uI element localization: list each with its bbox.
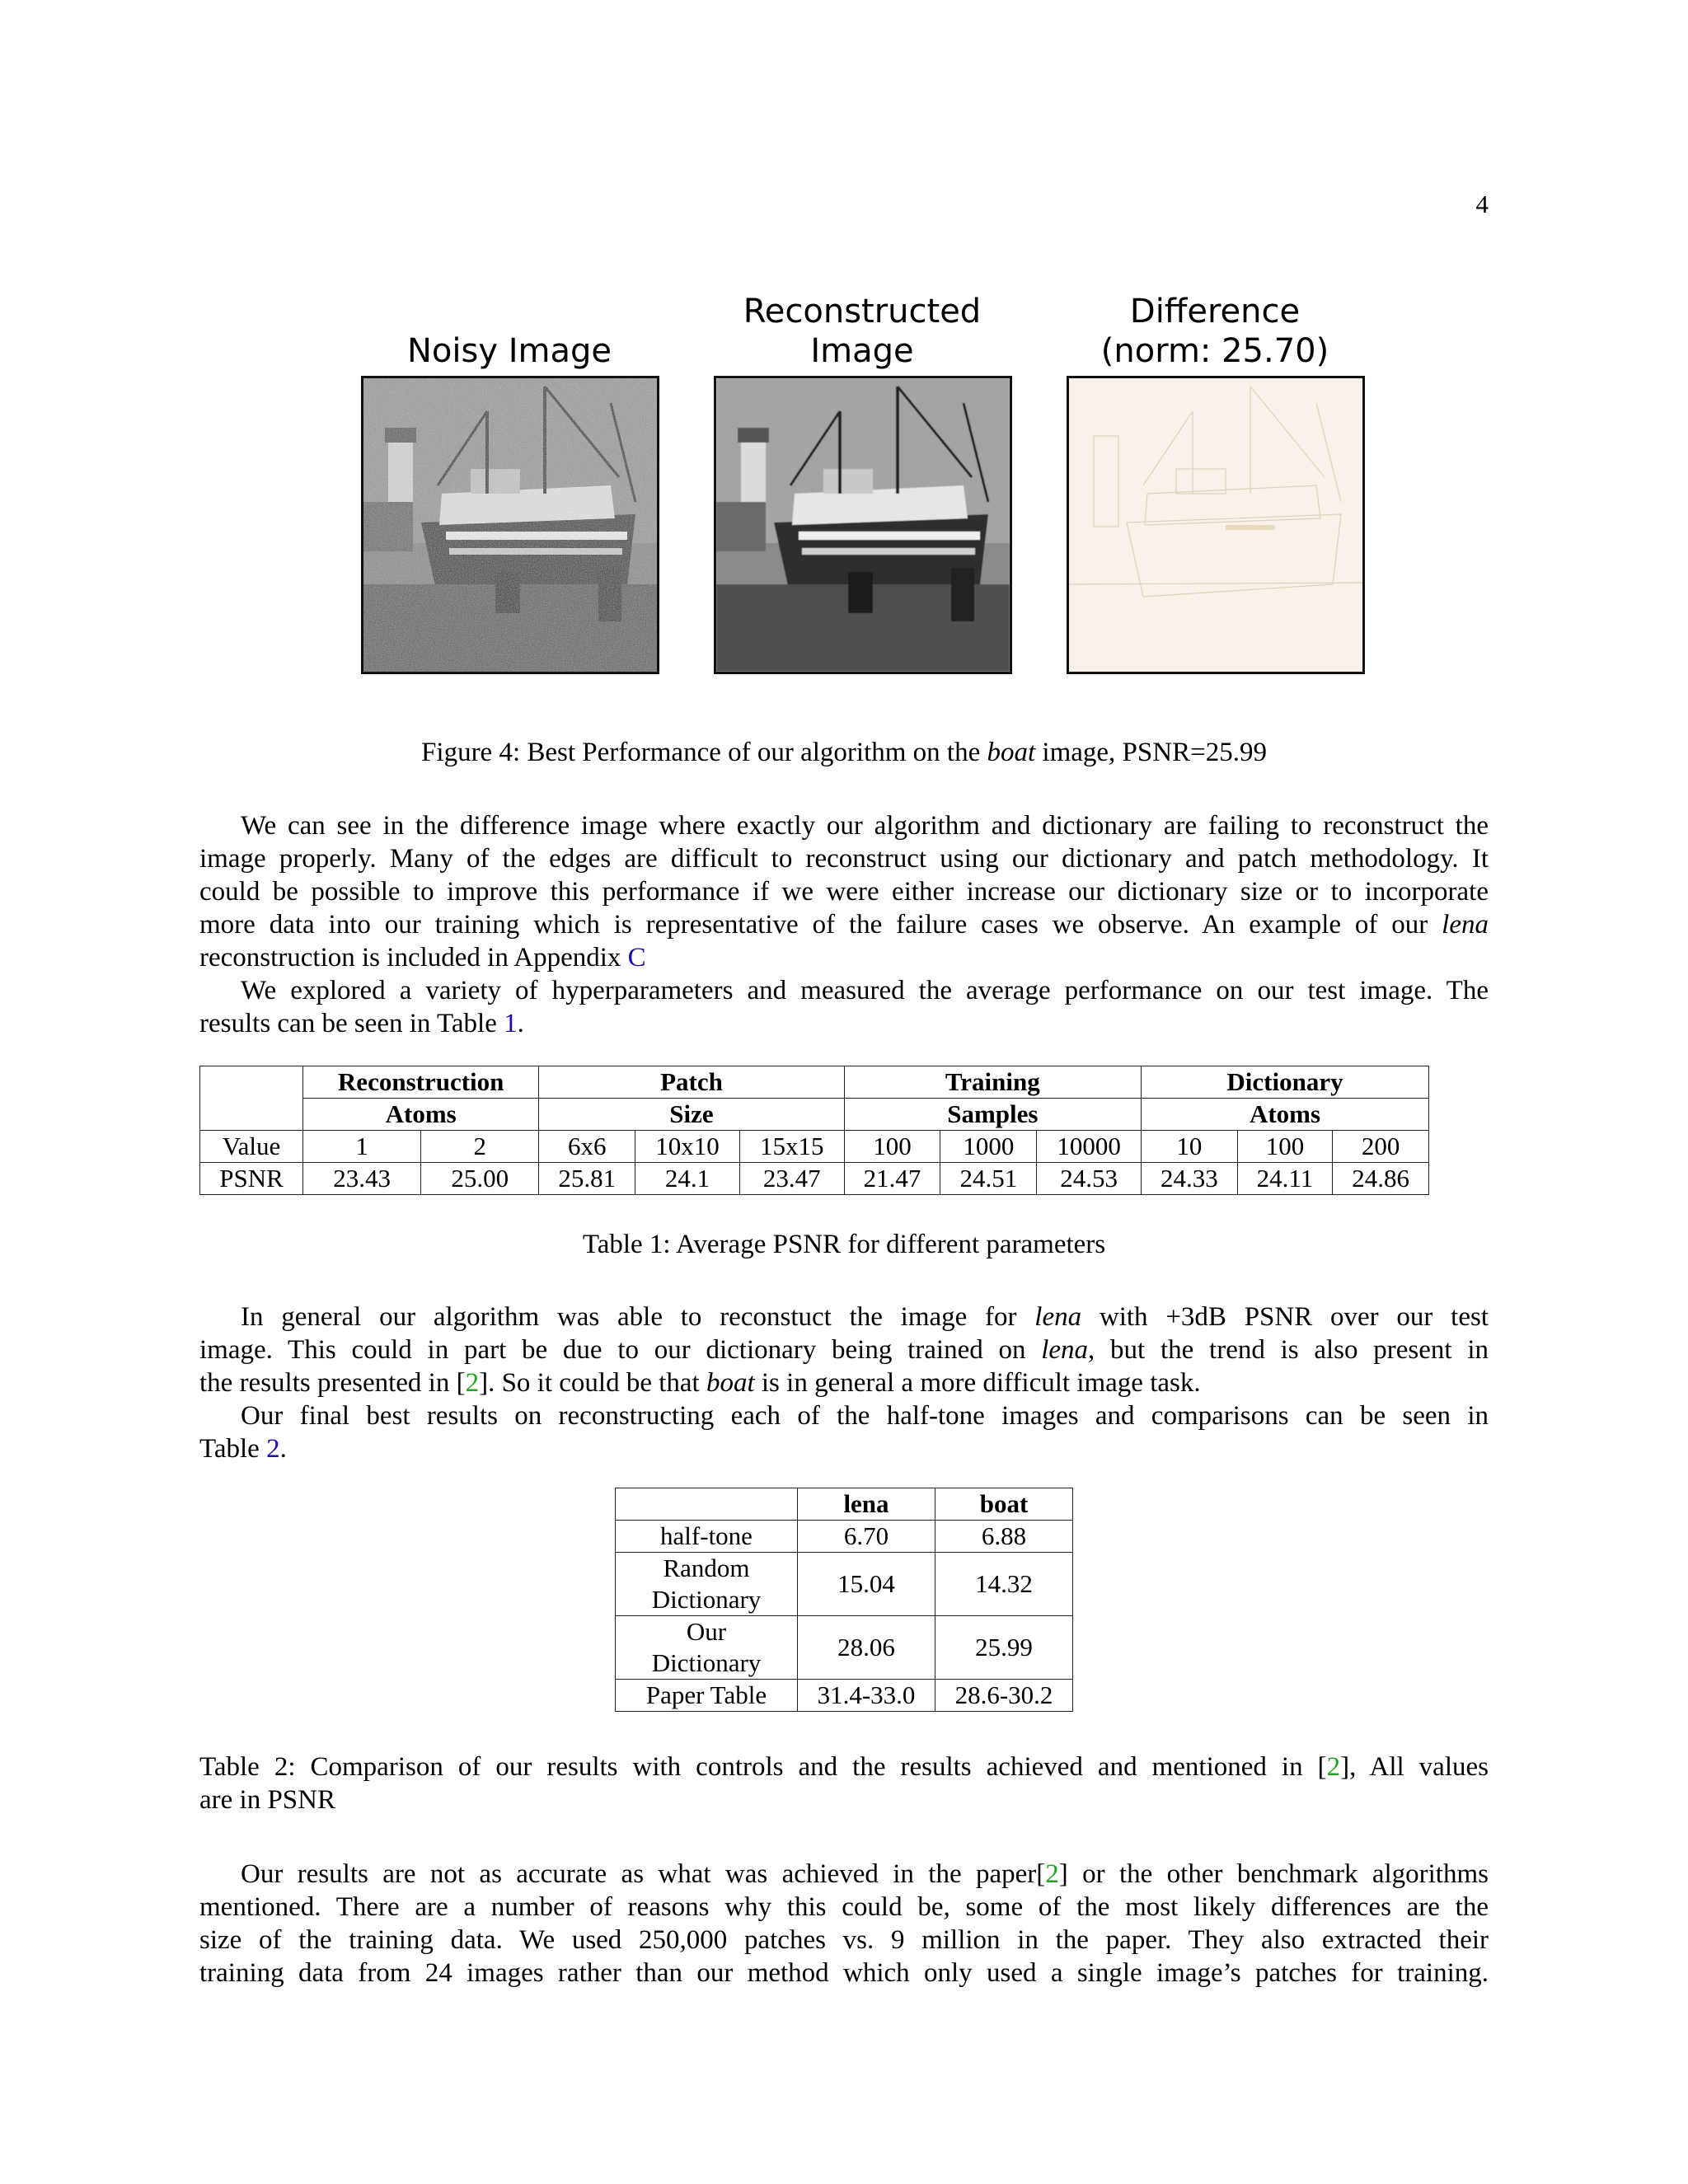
- table-cell: 24.51: [940, 1163, 1037, 1195]
- table-row: [200, 1066, 1429, 1099]
- page-number: 4: [1475, 190, 1489, 218]
- noisy-image: [361, 376, 659, 674]
- table-2-link[interactable]: 2: [266, 1434, 280, 1464]
- table-row: [200, 1131, 1429, 1163]
- table-cell: 200: [1333, 1131, 1429, 1163]
- difference-image: [1067, 376, 1365, 674]
- reconstructed-image: [714, 376, 1012, 674]
- table-row: [616, 1616, 1073, 1680]
- table-header: Dictionary: [1142, 1066, 1429, 1099]
- row-label: Paper Table: [616, 1680, 798, 1712]
- table-cell: 6.70: [798, 1521, 935, 1553]
- table-cell: 31.4-33.0: [798, 1680, 935, 1712]
- table-row: [616, 1488, 1073, 1521]
- table-1-caption: Table 1: Average PSNR for different parameters: [582, 1230, 1106, 1259]
- table-header: Reconstruction: [303, 1066, 539, 1099]
- table-cell: 10x10: [635, 1131, 740, 1163]
- table-cell: 100: [844, 1131, 940, 1163]
- panel-title: Noisy Image: [406, 332, 612, 370]
- table-cell: 14.32: [935, 1553, 1073, 1616]
- table-cell: 15x15: [739, 1131, 844, 1163]
- paragraph: We explored a variety of hyperparameters and measured the average performance on our test image. The results can be seen in Table 1.: [199, 976, 1489, 1038]
- table-cell: 2: [421, 1131, 539, 1163]
- citation-link[interactable]: 2: [465, 1368, 480, 1398]
- row-label: Value: [200, 1131, 303, 1163]
- table-cell: 6.88: [935, 1521, 1073, 1553]
- table-cell: 10000: [1037, 1131, 1142, 1163]
- table-header: Training: [844, 1066, 1141, 1099]
- table-1-link[interactable]: 1: [504, 1009, 518, 1038]
- paragraph: Our results are not as accurate as what was achieved in the paper[2] or the other benchmark algorithms mentioned. There are a number of reasons why this could be, some of the most likely differences are the size of the training data. We used 250,000 patches vs. 9 million in the paper. They also extracted their training data from 24 images rather than our method which only used a single image’s patches for training.: [199, 1859, 1489, 1988]
- table-header: boat: [935, 1488, 1073, 1521]
- table-cell: 15.04: [798, 1553, 935, 1616]
- table-cell: 25.81: [539, 1163, 635, 1195]
- table-header: Samples: [844, 1099, 1141, 1131]
- table-cell: 6x6: [539, 1131, 635, 1163]
- citation-link[interactable]: 2: [1326, 1752, 1341, 1782]
- table-header: Atoms: [1142, 1099, 1429, 1131]
- panel-title: Difference (norm: 25.70): [1100, 293, 1329, 370]
- table-2: [615, 1488, 1073, 1712]
- row-label: Random Dictionary: [616, 1553, 798, 1616]
- table-cell: 28.6-30.2: [935, 1680, 1073, 1712]
- figure-4: [354, 288, 1376, 676]
- table-cell: 1: [303, 1131, 421, 1163]
- table-row: [200, 1163, 1429, 1195]
- table-cell: 28.06: [798, 1616, 935, 1680]
- panel-title: Reconstructed Image: [743, 293, 982, 370]
- row-label: Our Dictionary: [616, 1616, 798, 1680]
- paragraph: In general our algorithm was able to reconstuct the image for lena with +3dB PSNR over our test image. This could in part be due to our dictionary being trained on lena, but the trend is also present in the results presented in [2]. So it could be that boat is in general a more difficult image task.: [199, 1302, 1489, 1398]
- table-cell: 25.99: [935, 1616, 1073, 1680]
- appendix-link[interactable]: C: [627, 943, 646, 972]
- figure-panel-noisy: [361, 288, 658, 676]
- table-row: [616, 1680, 1073, 1712]
- table-1: [199, 1066, 1429, 1195]
- table-row: [616, 1521, 1073, 1553]
- figure-caption: Figure 4: Best Performance of our algorithm on the boat image, PSNR=25.99: [421, 738, 1267, 767]
- table-cell: 24.1: [635, 1163, 740, 1195]
- table-row: [200, 1099, 1429, 1131]
- table-cell: 24.11: [1237, 1163, 1332, 1195]
- table-header: lena: [798, 1488, 935, 1521]
- table-cell: 24.86: [1333, 1163, 1429, 1195]
- citation-link[interactable]: 2: [1045, 1859, 1059, 1889]
- figure-panel-difference: [1067, 288, 1363, 676]
- table-cell: 24.53: [1037, 1163, 1142, 1195]
- table-cell: 10: [1142, 1131, 1238, 1163]
- figure-panel-reconstructed: [714, 288, 1010, 676]
- table-row: [616, 1553, 1073, 1616]
- table-cell: 1000: [940, 1131, 1037, 1163]
- paragraph: Our final best results on reconstructing each of the half-tone images and comparisons can be seen in Table 2.: [199, 1401, 1489, 1464]
- table-cell: 25.00: [421, 1163, 539, 1195]
- table-header: Size: [539, 1099, 844, 1131]
- table-cell: 24.33: [1142, 1163, 1238, 1195]
- row-label: half-tone: [616, 1521, 798, 1553]
- table-header: Patch: [539, 1066, 844, 1099]
- table-2-caption: Table 2: Comparison of our results with controls and the results achieved and mentioned in [2], All values are in PSNR: [199, 1752, 1489, 1815]
- table-cell: 23.47: [739, 1163, 844, 1195]
- table-cell: 100: [1237, 1131, 1332, 1163]
- table-cell: 21.47: [844, 1163, 940, 1195]
- row-label: PSNR: [200, 1163, 303, 1195]
- paragraph: We can see in the difference image where exactly our algorithm and dictionary are failing to reconstruct the image properly. Many of the edges are difficult to reconstruct using our dictionary and patch methodology. It could be possible to improve this performance if we were either increase our dictionary size or to incorporate more data into our training which is representative of the failure cases we observe. An example of our lena reconstruction is included in Appendix C: [199, 811, 1489, 972]
- table-cell: 23.43: [303, 1163, 421, 1195]
- table-header: Atoms: [303, 1099, 539, 1131]
